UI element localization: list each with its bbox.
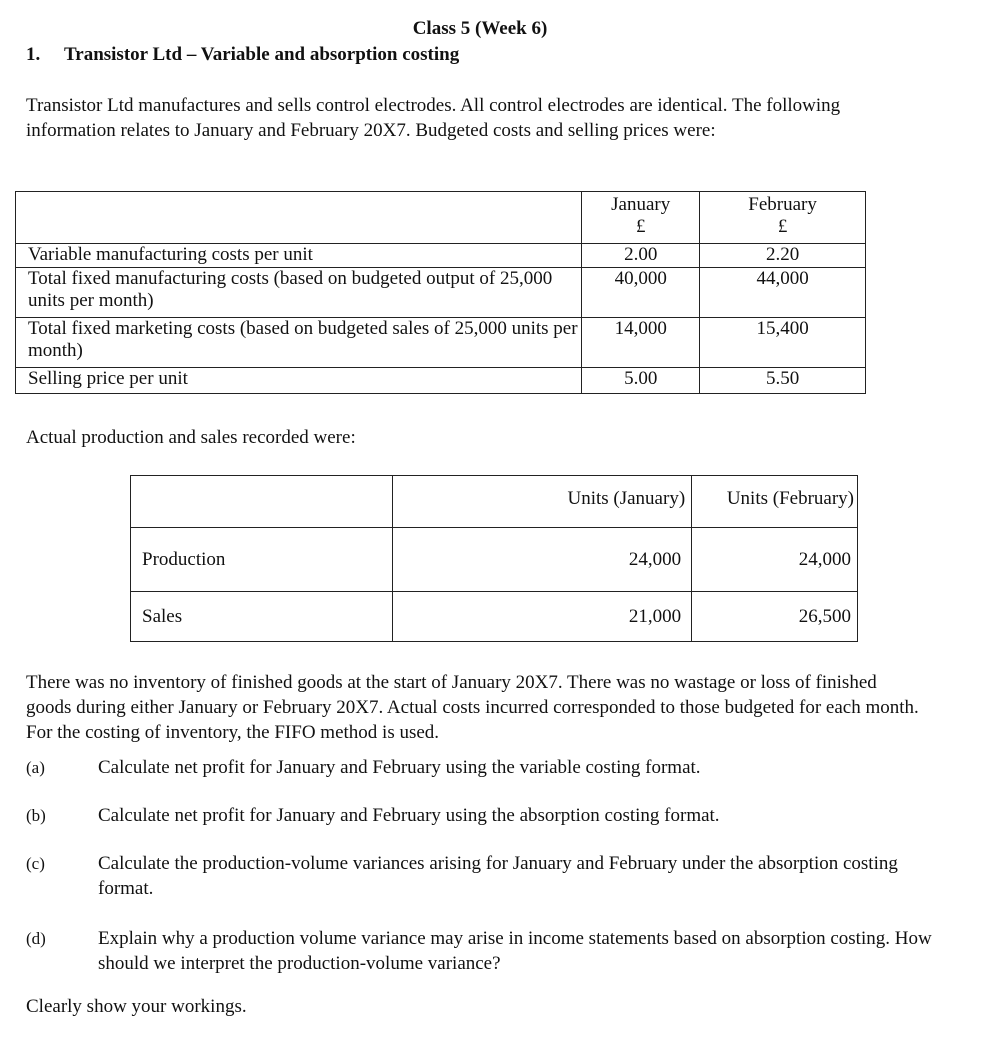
budget-header-february (700, 192, 866, 244)
actual-row-january: 21,000 (392, 592, 692, 642)
budget-header-january (582, 192, 700, 244)
budget-header-february-currency: £ (777, 216, 788, 237)
actual-row-february: 26,500 (692, 592, 858, 642)
budget-row-february: 44,000 (700, 268, 866, 318)
table-row (16, 318, 866, 368)
budget-row-label: Selling price per unit (16, 368, 582, 394)
budget-table (15, 191, 866, 394)
budget-header-january-currency: £ (635, 216, 646, 237)
conditions-paragraph: There was no inventory of finished goods at the start of January 20X7. There was no wastage or loss of finished goods during either January or February 20X7. Actual costs incurred corresponded to those budgeted for each month. For the costing of inventory, the FIFO method is used. (26, 672, 919, 743)
budget-row-february: 5.50 (700, 368, 866, 394)
question-text: Explain why a production volume variance may arise in income statements based on absorption costing. How should we interpret the production-volume variance? (98, 928, 932, 974)
budget-row-label: Variable manufacturing costs per unit (16, 244, 582, 268)
actual-row-label: Production (131, 528, 393, 592)
budget-row-february: 2.20 (700, 244, 866, 268)
actual-row-january: 24,000 (392, 528, 692, 592)
actual-row-february: 24,000 (692, 528, 858, 592)
question-label: (a) (26, 758, 45, 777)
budget-row-january: 5.00 (582, 368, 700, 394)
class-title: Class 5 (Week 6) (412, 18, 548, 39)
actual-table (130, 475, 858, 642)
table-row (131, 528, 858, 592)
question-label: (d) (26, 929, 46, 948)
actual-header-january: Units (January) (392, 476, 692, 528)
actual-intro: Actual production and sales recorded were: (26, 427, 356, 448)
budget-row-january: 14,000 (582, 318, 700, 368)
actual-row-label: Sales (131, 592, 393, 642)
question-number: 1. (26, 44, 41, 65)
closing-instruction: Clearly show your workings. (26, 996, 247, 1017)
budget-header-january-label: January (611, 194, 671, 215)
budget-row-february: 15,400 (700, 318, 866, 368)
question-text: Calculate the production-volume variances arising for January and February under the absorption costing format. (98, 853, 898, 899)
budget-row-label: Total fixed manufacturing costs (based on budgeted output of 25,000 units per month) (16, 268, 582, 318)
actual-header-february: Units (February) (692, 476, 858, 528)
actual-header-blank (131, 476, 393, 528)
budget-row-label: Total fixed marketing costs (based on budgeted sales of 25,000 units per month) (16, 318, 582, 368)
table-row (16, 368, 866, 394)
table-row (131, 592, 858, 642)
table-row (16, 268, 866, 318)
question-label: (b) (26, 806, 46, 825)
table-row (16, 244, 866, 268)
budget-row-january: 2.00 (582, 244, 700, 268)
question-text: Calculate net profit for January and February using the absorption costing format. (98, 805, 720, 826)
actual-header-row (131, 476, 858, 528)
budget-header-row (16, 192, 866, 244)
question-title: Transistor Ltd – Variable and absorption costing (64, 44, 460, 65)
question-label: (c) (26, 854, 45, 873)
intro-paragraph: Transistor Ltd manufactures and sells control electrodes. All control electrodes are identical. The following information relates to January and February 20X7. Budgeted costs and selling prices were: (26, 95, 841, 141)
question-heading (26, 44, 459, 66)
budget-header-blank (16, 192, 582, 244)
budget-row-january: 40,000 (582, 268, 700, 318)
question-text: Calculate net profit for January and February using the variable costing format. (98, 757, 701, 778)
budget-header-february-label: February (748, 194, 817, 215)
